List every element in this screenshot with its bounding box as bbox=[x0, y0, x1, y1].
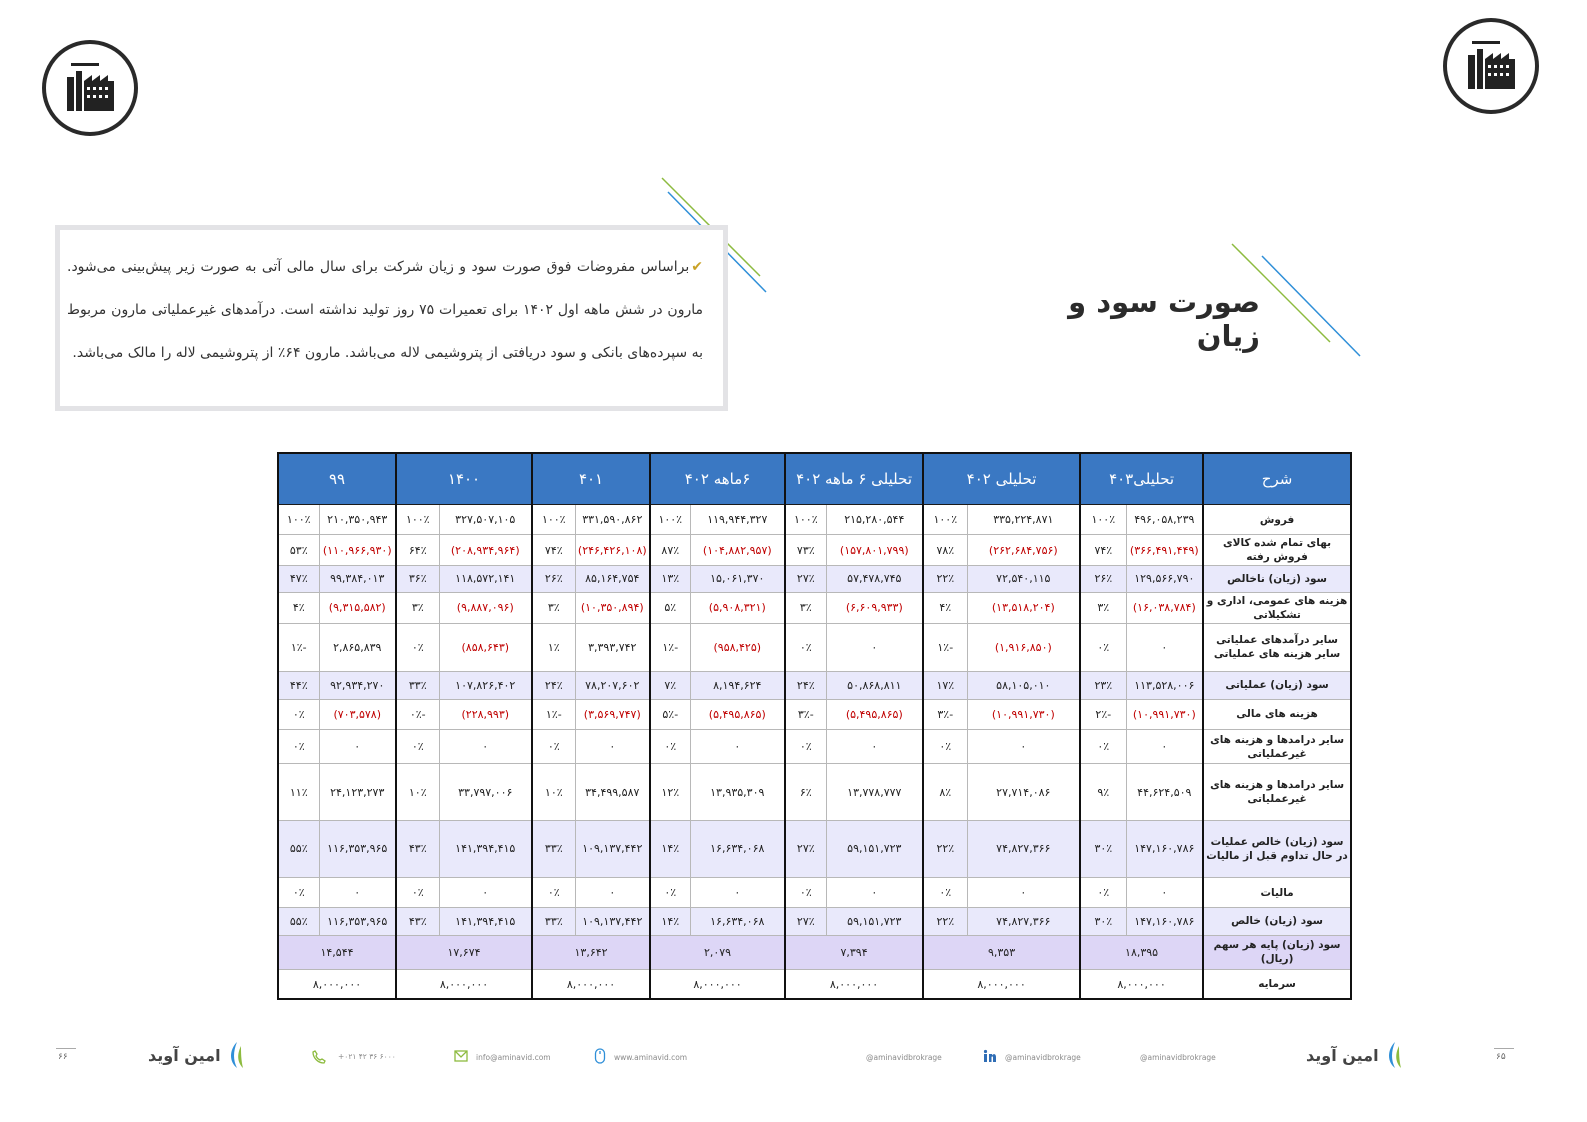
percent-cell: ۵۵٪ bbox=[278, 821, 319, 878]
percent-cell: ۱۰۰٪ bbox=[923, 505, 967, 535]
percent-cell: ۰٪ bbox=[532, 877, 575, 907]
percent-cell: -۱٪ bbox=[923, 623, 967, 672]
value-cell: ۲۷,۷۱۴,۰۸۶ bbox=[967, 764, 1080, 821]
value-cell: ۱۶,۶۳۴,۰۶۸ bbox=[690, 908, 785, 935]
percent-cell: ۰٪ bbox=[278, 877, 319, 907]
percent-cell: ۱۰۰٪ bbox=[785, 505, 826, 535]
value-cell: (۱,۹۱۶,۸۵۰) bbox=[967, 623, 1080, 672]
table-row bbox=[278, 593, 1351, 623]
percent-cell: ۲۲٪ bbox=[923, 821, 967, 878]
value-cell: (۹,۸۸۷,۰۹۶) bbox=[439, 593, 532, 623]
percent-cell: ۰٪ bbox=[650, 729, 690, 763]
row-label: سایر درآمدهای عملیاتی سایر هزینه های عملیاتی bbox=[1203, 623, 1351, 672]
intro-paragraph bbox=[67, 246, 703, 375]
percent-cell: ۳۶٪ bbox=[396, 565, 439, 592]
value-cell: (۹۵۸,۴۲۵) bbox=[690, 623, 785, 672]
value-cell: ۱۴۷,۱۶۰,۷۸۶ bbox=[1126, 821, 1203, 878]
value-cell: ۰ bbox=[575, 877, 650, 907]
value-cell: ۷۲,۵۴۰,۱۱۵ bbox=[967, 565, 1080, 592]
percent-cell: ۳۰٪ bbox=[1080, 821, 1126, 878]
value-cell: ۰ bbox=[1126, 729, 1203, 763]
value-cell: ۳۴,۴۹۹,۵۸۷ bbox=[575, 764, 650, 821]
table-row bbox=[278, 623, 1351, 672]
value-cell: ۱۱۳,۵۲۸,۰۰۶ bbox=[1126, 672, 1203, 699]
percent-cell: ۰٪ bbox=[396, 877, 439, 907]
percent-cell: ۱٪ bbox=[532, 623, 575, 672]
percent-cell: ۳٪ bbox=[396, 593, 439, 623]
capital-value-cell: ۸,۰۰۰,۰۰۰ bbox=[532, 970, 650, 1000]
value-cell: (۱۳,۵۱۸,۲۰۴) bbox=[967, 593, 1080, 623]
percent-cell: ۴۳٪ bbox=[396, 821, 439, 878]
value-cell: (۵,۴۹۵,۸۶۵) bbox=[826, 699, 923, 729]
footer-website[interactable]: www.aminavid.com bbox=[614, 1053, 688, 1062]
capital-value-cell: ۸,۰۰۰,۰۰۰ bbox=[650, 970, 785, 1000]
column-header: شرح bbox=[1203, 453, 1351, 505]
row-label: سود (زیان) ناخالص bbox=[1203, 565, 1351, 592]
value-cell: ۰ bbox=[319, 729, 396, 763]
table-row bbox=[278, 877, 1351, 907]
page-number-left: ۶۶ bbox=[58, 1052, 68, 1062]
percent-cell: ۲۲٪ bbox=[923, 908, 967, 935]
percent-cell: ۲۷٪ bbox=[785, 565, 826, 592]
eps-value-cell: ۱۷,۶۷۴ bbox=[396, 935, 532, 969]
value-cell: (۱۶,۰۳۸,۷۸۴) bbox=[1126, 593, 1203, 623]
percent-cell: ۱۴٪ bbox=[650, 908, 690, 935]
brand-name: امین آوید bbox=[1306, 1045, 1379, 1065]
value-cell: (۵,۹۰۸,۳۲۱) bbox=[690, 593, 785, 623]
column-header: ۴۰۱ bbox=[532, 453, 650, 505]
value-cell: (۷۰۳,۵۷۸) bbox=[319, 699, 396, 729]
percent-cell: ۲۴٪ bbox=[785, 672, 826, 699]
row-label: بهای تمام شده کالای فروش رفته bbox=[1203, 535, 1351, 565]
value-cell: ۳۳۵,۲۲۴,۸۷۱ bbox=[967, 505, 1080, 535]
percent-cell: ۴۳٪ bbox=[396, 908, 439, 935]
value-cell: (۵,۴۹۵,۸۶۵) bbox=[690, 699, 785, 729]
percent-cell: ۰٪ bbox=[1080, 623, 1126, 672]
eps-value-cell: ۱۸,۳۹۵ bbox=[1080, 935, 1203, 969]
value-cell: (۳,۵۶۹,۷۴۷) bbox=[575, 699, 650, 729]
company-logo-right bbox=[1443, 18, 1539, 114]
percent-cell: ۱۰۰٪ bbox=[650, 505, 690, 535]
percent-cell: ۲۷٪ bbox=[785, 908, 826, 935]
percent-cell: ۰٪ bbox=[923, 877, 967, 907]
value-cell: ۱۱۶,۳۵۳,۹۶۵ bbox=[319, 821, 396, 878]
value-cell: ۱۴۱,۳۹۴,۴۱۵ bbox=[439, 908, 532, 935]
page-title: صورت سود و زیان bbox=[1068, 285, 1260, 353]
phone-icon bbox=[312, 1050, 326, 1064]
row-label: مالیات bbox=[1203, 877, 1351, 907]
value-cell: ۰ bbox=[826, 623, 923, 672]
value-cell: ۲۴,۱۲۳,۲۷۳ bbox=[319, 764, 396, 821]
percent-cell: ۳٪ bbox=[1080, 593, 1126, 623]
percent-cell: ۹٪ bbox=[1080, 764, 1126, 821]
value-cell: ۱۰۹,۱۳۷,۴۴۲ bbox=[575, 908, 650, 935]
value-cell: (۱۱۰,۹۶۶,۹۳۰) bbox=[319, 535, 396, 565]
table-row bbox=[278, 821, 1351, 878]
percent-cell: ۷۴٪ bbox=[532, 535, 575, 565]
value-cell: ۷۴,۸۲۷,۳۶۶ bbox=[967, 821, 1080, 878]
capital-row bbox=[278, 970, 1351, 1000]
percent-cell: ۴۷٪ bbox=[278, 565, 319, 592]
value-cell: ۱۱۸,۵۷۲,۱۴۱ bbox=[439, 565, 532, 592]
value-cell: ۰ bbox=[826, 729, 923, 763]
row-label: سود (زیان) خالص عملیات در حال تداوم قبل از مالیات bbox=[1203, 821, 1351, 878]
percent-cell: ۳٪ bbox=[785, 593, 826, 623]
percent-cell: -۳٪ bbox=[923, 699, 967, 729]
table-row bbox=[278, 565, 1351, 592]
percent-cell: ۰٪ bbox=[923, 729, 967, 763]
percent-cell: ۲۴٪ bbox=[532, 672, 575, 699]
percent-cell: ۱۰۰٪ bbox=[532, 505, 575, 535]
company-logo-left bbox=[42, 40, 138, 136]
value-cell: (۲۴۶,۴۲۶,۱۰۸) bbox=[575, 535, 650, 565]
percent-cell: ۰٪ bbox=[785, 877, 826, 907]
footer-brand-right bbox=[1306, 1040, 1407, 1070]
value-cell: (۱۰,۹۹۱,۷۳۰) bbox=[1126, 699, 1203, 729]
value-cell: (۲۰۸,۹۳۴,۹۶۴) bbox=[439, 535, 532, 565]
value-cell: ۱۱۶,۳۵۳,۹۶۵ bbox=[319, 908, 396, 935]
intro-box bbox=[55, 225, 728, 411]
percent-cell: ۰٪ bbox=[396, 623, 439, 672]
percent-cell: ۸٪ bbox=[923, 764, 967, 821]
value-cell: ۵۰,۸۶۸,۸۱۱ bbox=[826, 672, 923, 699]
value-cell: ۲۱۰,۳۵۰,۹۴۳ bbox=[319, 505, 396, 535]
value-cell: ۹۹,۳۸۴,۰۱۳ bbox=[319, 565, 396, 592]
percent-cell: ۲۶٪ bbox=[532, 565, 575, 592]
footer-email[interactable]: info@aminavid.com bbox=[476, 1053, 551, 1062]
value-cell: ۸۵,۱۶۴,۷۵۴ bbox=[575, 565, 650, 592]
value-cell: ۵۹,۱۵۱,۷۲۳ bbox=[826, 821, 923, 878]
value-cell: ۱۰۹,۱۳۷,۴۴۲ bbox=[575, 821, 650, 878]
capital-value-cell: ۸,۰۰۰,۰۰۰ bbox=[923, 970, 1080, 1000]
footer-brand-left bbox=[148, 1040, 249, 1070]
percent-cell: ۵۵٪ bbox=[278, 908, 319, 935]
percent-cell: ۳٪ bbox=[532, 593, 575, 623]
value-cell: (۱۰۴,۸۸۲,۹۵۷) bbox=[690, 535, 785, 565]
value-cell: (۳۶۶,۴۹۱,۴۴۹) bbox=[1126, 535, 1203, 565]
table-header-row bbox=[278, 453, 1351, 505]
check-icon: ✔ bbox=[691, 259, 703, 275]
table-row bbox=[278, 672, 1351, 699]
percent-cell: ۲۶٪ bbox=[1080, 565, 1126, 592]
percent-cell: ۰٪ bbox=[396, 729, 439, 763]
value-cell: ۰ bbox=[826, 877, 923, 907]
eps-value-cell: ۷,۳۹۴ bbox=[785, 935, 923, 969]
column-header: تحلیلی ۶ ماهه ۴۰۲ bbox=[785, 453, 923, 505]
value-cell: ۳۲۷,۵۰۷,۱۰۵ bbox=[439, 505, 532, 535]
value-cell: ۴۹۶,۰۵۸,۲۳۹ bbox=[1126, 505, 1203, 535]
value-cell: ۱۳,۷۷۸,۷۷۷ bbox=[826, 764, 923, 821]
percent-cell: ۱۰۰٪ bbox=[1080, 505, 1126, 535]
percent-cell: ۵٪ bbox=[650, 593, 690, 623]
capital-value-cell: ۸,۰۰۰,۰۰۰ bbox=[1080, 970, 1203, 1000]
value-cell: ۰ bbox=[967, 877, 1080, 907]
value-cell: ۰ bbox=[575, 729, 650, 763]
percent-cell: ۴۴٪ bbox=[278, 672, 319, 699]
value-cell: (۲۶۲,۶۸۴,۷۵۶) bbox=[967, 535, 1080, 565]
amin-avid-logo-icon bbox=[1383, 1040, 1407, 1070]
percent-cell: ۷۴٪ bbox=[1080, 535, 1126, 565]
value-cell: ۰ bbox=[319, 877, 396, 907]
row-label: هزینه های مالی bbox=[1203, 699, 1351, 729]
percent-cell: ۱۰٪ bbox=[532, 764, 575, 821]
percent-cell: ۱۰۰٪ bbox=[396, 505, 439, 535]
column-header: تحلیلی ۴۰۲ bbox=[923, 453, 1080, 505]
value-cell: ۱۴۷,۱۶۰,۷۸۶ bbox=[1126, 908, 1203, 935]
percent-cell: ۵۳٪ bbox=[278, 535, 319, 565]
percent-cell: -۳٪ bbox=[785, 699, 826, 729]
percent-cell: ۱۲٪ bbox=[650, 764, 690, 821]
percent-cell: ۰٪ bbox=[785, 729, 826, 763]
percent-cell: ۷٪ bbox=[650, 672, 690, 699]
row-label: سایر درامدها و هزینه های غیرعملیاتی bbox=[1203, 729, 1351, 763]
percent-cell: -۱٪ bbox=[278, 623, 319, 672]
footer-linkedin[interactable]: @aminavidbrokrage bbox=[1005, 1053, 1081, 1062]
row-label: فروش bbox=[1203, 505, 1351, 535]
value-cell: ۳۳۱,۵۹۰,۸۶۲ bbox=[575, 505, 650, 535]
value-cell: (۸۵۸,۶۴۳) bbox=[439, 623, 532, 672]
value-cell: ۵۹,۱۵۱,۷۲۳ bbox=[826, 908, 923, 935]
percent-cell: -۰٪ bbox=[396, 699, 439, 729]
value-cell: ۳۳,۷۹۷,۰۰۶ bbox=[439, 764, 532, 821]
percent-cell: ۳۳٪ bbox=[532, 908, 575, 935]
table-row bbox=[278, 699, 1351, 729]
value-cell: ۱۲۹,۵۶۶,۷۹۰ bbox=[1126, 565, 1203, 592]
value-cell: ۱۶,۶۳۴,۰۶۸ bbox=[690, 821, 785, 878]
percent-cell: -۵٪ bbox=[650, 699, 690, 729]
percent-cell: ۰٪ bbox=[1080, 729, 1126, 763]
value-cell: ۲۱۵,۲۸۰,۵۴۴ bbox=[826, 505, 923, 535]
value-cell: (۱۵۷,۸۰۱,۷۹۹) bbox=[826, 535, 923, 565]
percent-cell: ۱۳٪ bbox=[650, 565, 690, 592]
column-header: ۹۹ bbox=[278, 453, 396, 505]
value-cell: ۴۴,۶۲۴,۵۰۹ bbox=[1126, 764, 1203, 821]
value-cell: ۱۱۹,۹۴۴,۳۲۷ bbox=[690, 505, 785, 535]
factory-logo-icon bbox=[59, 57, 121, 119]
percent-cell: -۱٪ bbox=[650, 623, 690, 672]
percent-cell: ۴٪ bbox=[923, 593, 967, 623]
percent-cell: ۰٪ bbox=[785, 623, 826, 672]
percent-cell: -۱٪ bbox=[532, 699, 575, 729]
value-cell: ۱۵,۰۶۱,۳۷۰ bbox=[690, 565, 785, 592]
factory-logo-icon bbox=[1460, 35, 1522, 97]
value-cell: ۱۳,۹۳۵,۳۰۹ bbox=[690, 764, 785, 821]
value-cell: (۹,۳۱۵,۵۸۲) bbox=[319, 593, 396, 623]
percent-cell: ۲۳٪ bbox=[1080, 672, 1126, 699]
value-cell: (۱۰,۹۹۱,۷۳۰) bbox=[967, 699, 1080, 729]
eps-value-cell: ۹,۳۵۳ bbox=[923, 935, 1080, 969]
percent-cell: ۱۷٪ bbox=[923, 672, 967, 699]
value-cell: ۰ bbox=[439, 729, 532, 763]
value-cell: ۰ bbox=[1126, 877, 1203, 907]
column-header: ۱۴۰۰ bbox=[396, 453, 532, 505]
linkedin-icon bbox=[983, 1049, 997, 1063]
value-cell: ۰ bbox=[439, 877, 532, 907]
percent-cell: ۳۳٪ bbox=[396, 672, 439, 699]
capital-value-cell: ۸,۰۰۰,۰۰۰ bbox=[785, 970, 923, 1000]
intro-text: براساس مفروضات فوق صورت سود و زیان شرکت برای سال مالی آتی به صورت زیر پیش‌بینی می‌شود. مارون در شش ماهه اول ۱۴۰۲ برای تعمیرات ۷۵ روز تولید نداشته است. درآمدهای غیرعملیاتی مارون مربوط به سپرده‌های بانکی و سود دریافتی از پتروشیمی لاله می‌باشد. مارون ۶۴٪ از پتروشیمی لاله را مالک می‌باشد. bbox=[67, 259, 703, 361]
eps-value-cell: ۲,۰۷۹ bbox=[650, 935, 785, 969]
value-cell: ۰ bbox=[1126, 623, 1203, 672]
percent-cell: ۰٪ bbox=[278, 699, 319, 729]
value-cell: ۰ bbox=[690, 729, 785, 763]
email-icon bbox=[454, 1050, 468, 1062]
row-label: سود (زیان) پایه هر سهم (ریال) bbox=[1203, 935, 1351, 969]
eps-value-cell: ۱۳,۶۴۲ bbox=[532, 935, 650, 969]
value-cell: (۱۰,۳۵۰,۸۹۴) bbox=[575, 593, 650, 623]
percent-cell: ۷۳٪ bbox=[785, 535, 826, 565]
value-cell: ۸,۱۹۴,۶۲۴ bbox=[690, 672, 785, 699]
value-cell: (۶,۶۰۹,۹۳۳) bbox=[826, 593, 923, 623]
amin-avid-logo-icon bbox=[225, 1040, 249, 1070]
value-cell: ۷۸,۲۰۷,۶۰۲ bbox=[575, 672, 650, 699]
table-row bbox=[278, 764, 1351, 821]
value-cell: ۳,۳۹۳,۷۴۲ bbox=[575, 623, 650, 672]
row-label: سرمایه bbox=[1203, 970, 1351, 1000]
row-label: سود (زیان) عملیاتی bbox=[1203, 672, 1351, 699]
column-header: ۶ماهه ۴۰۲ bbox=[650, 453, 785, 505]
value-cell: ۰ bbox=[967, 729, 1080, 763]
percent-cell: ۷۸٪ bbox=[923, 535, 967, 565]
footer-instagram[interactable]: @aminavidbrokrage bbox=[866, 1053, 942, 1062]
percent-cell: ۶۴٪ bbox=[396, 535, 439, 565]
table-row bbox=[278, 535, 1351, 565]
percent-cell: ۰٪ bbox=[532, 729, 575, 763]
percent-cell: ۲۷٪ bbox=[785, 821, 826, 878]
income-statement-table bbox=[277, 452, 1352, 1000]
value-cell: ۲,۸۶۵,۸۳۹ bbox=[319, 623, 396, 672]
percent-cell: ۰٪ bbox=[278, 729, 319, 763]
page-number-right: ۶۵ bbox=[1496, 1052, 1506, 1062]
row-label: سود (زیان) خالص bbox=[1203, 908, 1351, 935]
percent-cell: ۱۱٪ bbox=[278, 764, 319, 821]
brand-name: امین آوید bbox=[148, 1045, 221, 1065]
value-cell: ۰ bbox=[690, 877, 785, 907]
percent-cell: ۱۰٪ bbox=[396, 764, 439, 821]
percent-cell: ۰٪ bbox=[1080, 877, 1126, 907]
percent-cell: -۲٪ bbox=[1080, 699, 1126, 729]
percent-cell: ۴٪ bbox=[278, 593, 319, 623]
footer-phone[interactable]: +۰۲۱ ۴۲ ۳۶ ۶۰۰۰ bbox=[338, 1052, 396, 1061]
table-row bbox=[278, 908, 1351, 935]
value-cell: ۱۴۱,۳۹۴,۴۱۵ bbox=[439, 821, 532, 878]
percent-cell: ۲۲٪ bbox=[923, 565, 967, 592]
percent-cell: ۳۰٪ bbox=[1080, 908, 1126, 935]
mouse-icon bbox=[594, 1048, 606, 1064]
value-cell: ۱۰۷,۸۲۶,۴۰۲ bbox=[439, 672, 532, 699]
footer-telegram[interactable]: @aminavidbrokrage bbox=[1140, 1053, 1216, 1062]
percent-cell: ۱۴٪ bbox=[650, 821, 690, 878]
percent-cell: ۸۷٪ bbox=[650, 535, 690, 565]
eps-row bbox=[278, 935, 1351, 969]
percent-cell: ۶٪ bbox=[785, 764, 826, 821]
row-label: هزینه های عمومی، اداری و تشکیلاتی bbox=[1203, 593, 1351, 623]
value-cell: ۵۷,۴۷۸,۷۴۵ bbox=[826, 565, 923, 592]
row-label: سایر درامدها و هزینه های غیرعملیاتی bbox=[1203, 764, 1351, 821]
percent-cell: ۳۳٪ bbox=[532, 821, 575, 878]
eps-value-cell: ۱۴,۵۴۴ bbox=[278, 935, 396, 969]
value-cell: (۲۲۸,۹۹۳) bbox=[439, 699, 532, 729]
table-row bbox=[278, 729, 1351, 763]
value-cell: ۷۴,۸۲۷,۳۶۶ bbox=[967, 908, 1080, 935]
percent-cell: ۰٪ bbox=[650, 877, 690, 907]
capital-value-cell: ۸,۰۰۰,۰۰۰ bbox=[396, 970, 532, 1000]
value-cell: ۵۸,۱۰۵,۰۱۰ bbox=[967, 672, 1080, 699]
value-cell: ۹۲,۹۳۴,۲۷۰ bbox=[319, 672, 396, 699]
table-row bbox=[278, 505, 1351, 535]
percent-cell: ۱۰۰٪ bbox=[278, 505, 319, 535]
column-header: تحلیلی۴۰۳ bbox=[1080, 453, 1203, 505]
capital-value-cell: ۸,۰۰۰,۰۰۰ bbox=[278, 970, 396, 1000]
